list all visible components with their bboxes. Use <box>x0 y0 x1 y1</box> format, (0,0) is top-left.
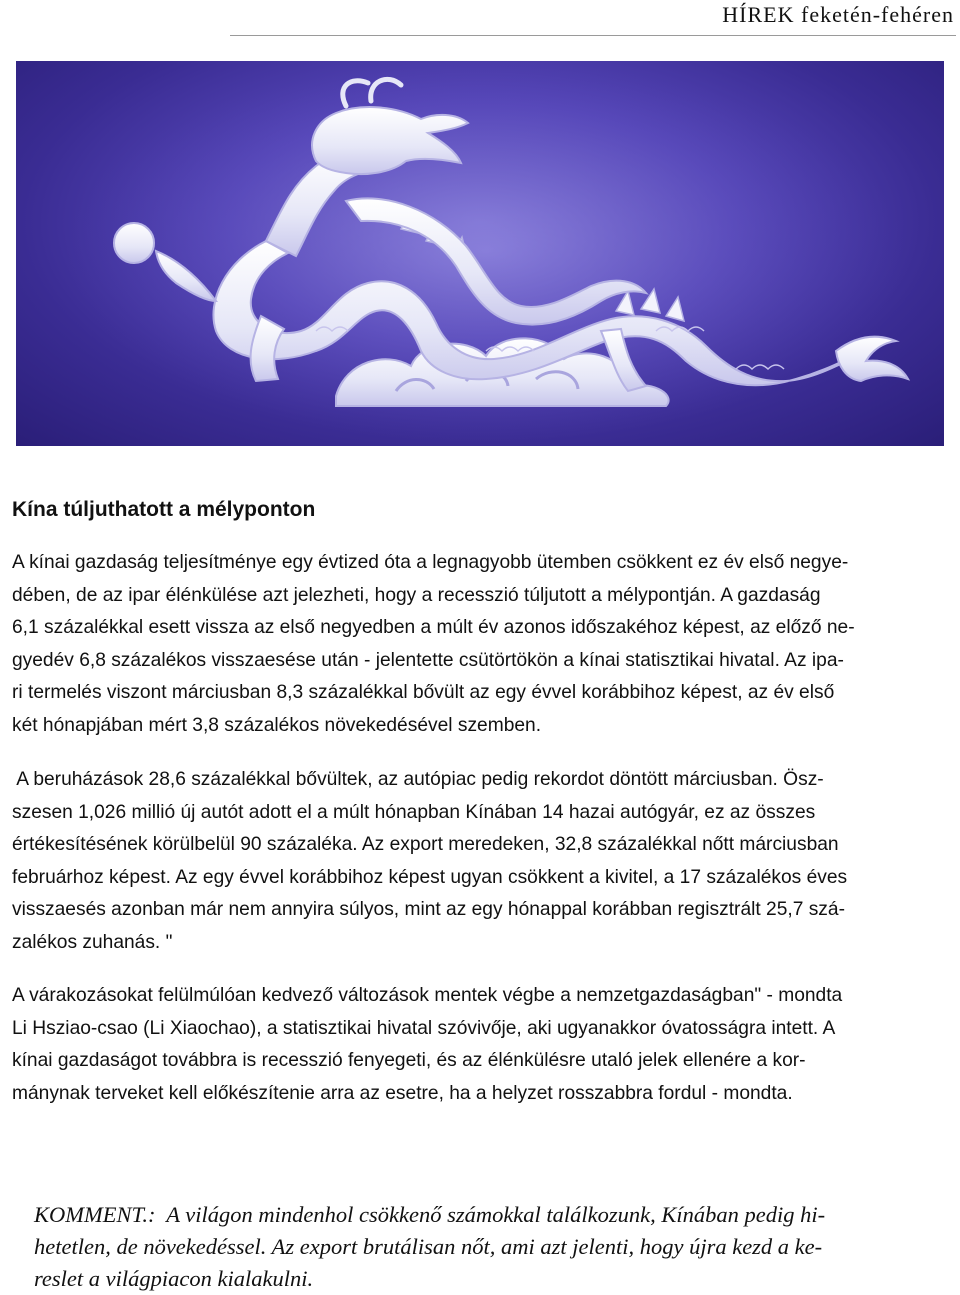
paragraph-line: zalékos zuhanás. " <box>12 931 173 953</box>
comment-line: reslet a világpiacon kialakulni. <box>34 1266 314 1291</box>
paragraph-line: dében, de az ipar élénkülése azt jelezheti, hogy a recesszió túljutott a mélypontján. A gazdaság <box>12 584 821 606</box>
article-paragraph <box>12 547 952 742</box>
publication-header: HÍREK feketén-fehéren <box>722 2 954 27</box>
dragon-photo <box>16 61 944 446</box>
article-title: Kína túljuthatott a mélyponton <box>12 498 316 521</box>
paragraph-line: A beruházások 28,6 százalékkal bővültek, az autópiac pedig rekordot döntött márciusban. Ösz- <box>12 769 824 790</box>
paragraph-line: mánynak terveket kell előkészítenie arra az esetre, ha a helyzet rosszabbra fordul - mondta. <box>12 1082 793 1104</box>
paragraph-line: szesen 1,026 millió új autót adott el a múlt hónapban Kínában 14 hazai autógyár, ez az összes <box>12 801 816 823</box>
paragraph-line: 6,1 százalékkal esett vissza az első negyedben a múlt év azonos időszakéhoz képest, az előző ne- <box>12 617 855 638</box>
article-paragraph <box>12 764 952 959</box>
comment-block <box>34 1199 894 1295</box>
paragraph-line: A várakozásokat felülmúlóan kedvező változások mentek végbe a nemzetgazdaságban" - mondta <box>12 985 843 1006</box>
paragraph-line: kínai gazdaságot továbbra is recesszió fenyegeti, és az élénkülésre utaló jelek ellenére a kor- <box>12 1050 806 1071</box>
paragraph-line: Li Hsziao-csao (Li Xiaochao), a statisztikai hivatal szóvivője, aki ugyanakkor óvatosságra intett. A <box>12 1017 836 1039</box>
paragraph-line: értékesítésének körülbelül 90 százaléka. Az export meredeken, 32,8 százalékkal nőtt márciusban <box>12 834 839 855</box>
paragraph-line: két hónapjában mért 3,8 százalékos növekedésével szemben. <box>12 714 542 736</box>
dragon-figurine-icon <box>16 61 944 446</box>
paragraph-line: ri termelés viszont márciusban 8,3 százalékkal bővült az egy évvel korábbihoz képest, az év első <box>12 682 835 703</box>
header-rule <box>230 35 956 36</box>
paragraph-line: A kínai gazdaság teljesítménye egy évtized óta a legnagyobb ütemben csökkent ez év első negye- <box>12 552 849 573</box>
paragraph-line: gyedév 6,8 százalékos visszaesése után - jelentette csütörtökön a kínai statisztikai hivatal. Az ipa- <box>12 649 844 671</box>
paragraph-line: visszaesés azonban már nem annyira súlyos, mint az egy hónappal korábban regisztrált 25,7 szá- <box>12 899 845 920</box>
paragraph-line: februárhoz képest. Az egy évvel korábbihoz képest ugyan csökkent a kivitel, a 17 százalékos éves <box>12 866 848 888</box>
comment-line: hetetlen, de növekedéssel. Az export brutálisan nőt, ami azt jelenti, hogy újra kezd a ke- <box>34 1234 823 1259</box>
article-paragraph <box>12 980 952 1110</box>
comment-line: KOMMENT.: A világon mindenhol csökkenő számokkal találkozunk, Kínában pedig hi- <box>34 1202 826 1227</box>
